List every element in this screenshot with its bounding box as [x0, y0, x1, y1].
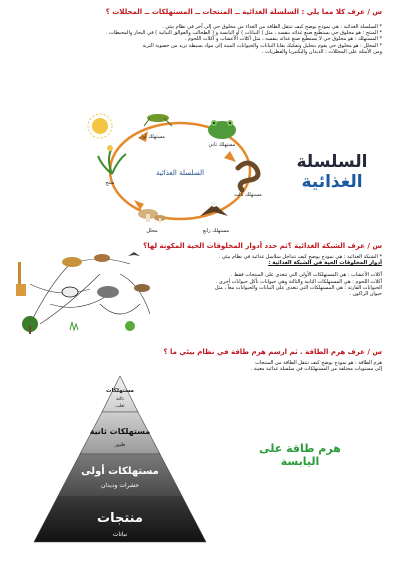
- svg-text:طيور: طيور: [114, 442, 126, 448]
- svg-text:ثعلب: ثعلب: [115, 404, 125, 409]
- def-producer: * المنتج : هو مخلوق حي يستطيع صنع غذائه بنفسه ، مثل ( النباتات ) أو اليابسة و ( الطحالب والعوالق النباتية ) في البحار والمحيطات .: [105, 30, 382, 37]
- svg-text:مستهلك أول: مستهلك أول: [139, 134, 165, 140]
- lion-icon: [62, 257, 82, 267]
- svg-text:مستهلك رابع: مستهلك رابع: [202, 228, 230, 234]
- energy-pyramid-svg: [20, 376, 220, 546]
- def-decomposer-examples: ومن الأمثلة على المحللات : الديدان والبكتيريا والفطريات .: [261, 48, 382, 55]
- svg-text:منتجات: منتجات: [97, 511, 143, 526]
- svg-text:ثالثة: ثالثة: [116, 397, 124, 402]
- bird-icon: [128, 252, 140, 256]
- def-decomposer: * المحلل : هو مخلوق حي يقوم بتحليل وتفكيك بقايا النباتات والحيوانات الميتة إلى مواد بسيطة تزيد من خصوبة التربة: [142, 42, 382, 49]
- svg-text:محلل: محلل: [146, 228, 158, 234]
- role-carnivores: آكلات اللحوم : هي المستهلكات الثانية والثالثة وهي حيوانات تأكل حيوانات أخرى .: [215, 278, 382, 285]
- definitions-block: [20, 24, 382, 55]
- svg-text:مستهلكات أولى: مستهلكات أولى: [81, 466, 159, 477]
- svg-text:مستهلك ثاني: مستهلك ثاني: [208, 142, 236, 148]
- svg-text:حشرات وديدان: حشرات وديدان: [100, 482, 140, 489]
- sun-icon: [88, 114, 112, 138]
- energy-pyramid-def: هرم الطاقة : هو نموذج يوضح كيف تنتقل الطاقة من المنتجات إلى مستويات مختلفة من المستهلكات في سلسلة غذائية معينة .: [250, 360, 382, 373]
- zebra-icon: [62, 287, 78, 297]
- question-1: س / عرف كلا مما يلي : السلسلة الغذائية ــ المنتجات ــ المستهلكات ــ المحللات ؟: [105, 8, 382, 16]
- giraffe-icon: [16, 262, 26, 296]
- roles-title: أدوار المخلوقات الحية في الشبكة الغذائية :: [268, 260, 382, 267]
- food-chain-illustration: [80, 96, 280, 241]
- worksheet-page: [10, 8, 392, 557]
- def-food-chain: * السلسلة الغذائية : هي نموذج يوضح كيف تنتقل الطاقة من الغذاء من مخلوق حي إلى آخر في نظام بيئي .: [162, 24, 382, 30]
- svg-text:مستهلكات: مستهلكات: [106, 388, 134, 394]
- food-chain-diagram: [80, 96, 280, 241]
- diagram-center-label: السلسلة الغذائية: [155, 169, 205, 177]
- role-omnivores-example: حيوان الراكون .: [349, 291, 382, 298]
- energy-pyramid: [20, 376, 220, 546]
- energy-label: هرم طاقة على اليابسة: [259, 442, 341, 468]
- svg-text:مستهلكات ثانية: مستهلكات ثانية: [89, 427, 151, 436]
- question-3: س / عرف هرم الطاقة . ثم ارسم هرم طاقة في نظام بيئي ما ؟: [163, 348, 382, 356]
- diagram-title: السلسلة الغذائية: [296, 152, 368, 192]
- rhino-icon: [97, 286, 119, 298]
- role-omnivores: الحيوانات القارتة : هي المستهلكات التي تتغذى على النباتات والحيوانات معاً ، مثل: [214, 284, 382, 291]
- grass-icon: [70, 322, 78, 330]
- tree-icon: [22, 316, 38, 334]
- food-web-text: [162, 254, 382, 297]
- svg-text:مستهلك ثالث: مستهلك ثالث: [234, 192, 262, 198]
- def-consumer: * المستهلك : هو مخلوق حي لا يستطيع صنع غذائه بنفسه ، مثل أكلات الأعشاب و آكلات اللحوم .: [184, 36, 382, 43]
- role-herbivores: آكلات الأعشاب : هي المستهلكات الأولى التي تتغذى على المنتجات فقط .: [230, 272, 382, 279]
- food-web-illustration: [10, 244, 160, 336]
- hyena-icon: [134, 284, 150, 292]
- mushroom-icon: [138, 209, 166, 223]
- question-2: س / عرف الشبكة الغذائية ؟ثم حدد أدوار المخلوقات الحية المكونة لها؟: [143, 242, 382, 250]
- antelope-icon: [94, 254, 110, 262]
- def-food-web: * الشبكة الغذائية : هي نموذج يوضح كيف تتداخل سلاسل غذائية في نظام بيئي .: [218, 254, 382, 260]
- bush-icon: [125, 321, 135, 331]
- svg-text:نباتات: نباتات: [112, 531, 128, 538]
- svg-text:منتج: منتج: [105, 180, 115, 186]
- frog-icon: [208, 120, 236, 139]
- food-web-diagram: [10, 244, 160, 336]
